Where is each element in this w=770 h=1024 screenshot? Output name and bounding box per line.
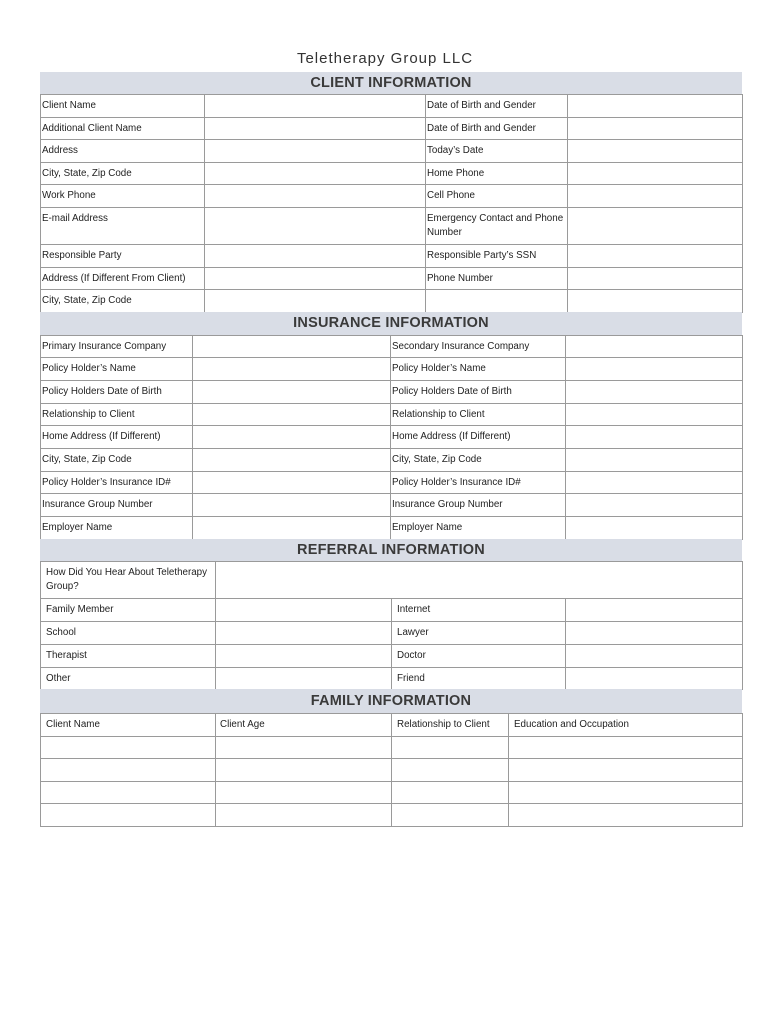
table-row [41,804,743,827]
column-header-client-name: Client Name [41,714,216,737]
work-phone-label: Work Phone [41,185,205,208]
referral-info-header: REFERRAL INFORMATION [40,539,742,561]
referral-info-table [40,561,743,690]
responsible-city-state-zip-field[interactable] [205,290,426,313]
home-address-label: Home Address (If Different) [41,426,193,449]
policy-holder-dob-field[interactable] [193,381,391,404]
additional-client-name-label: Additional Client Name [41,118,205,140]
family-age-cell[interactable] [216,782,392,804]
todays-date-field[interactable] [568,140,743,163]
table-row [41,381,743,404]
referral-question-field[interactable] [216,562,743,599]
family-age-cell[interactable] [216,737,392,759]
table-row [41,208,743,245]
table-row [41,290,743,313]
column-header-client-age: Client Age [216,714,392,737]
table-row [41,118,743,140]
secondary-policy-holder-name-label: Policy Holder’s Name [391,358,566,381]
additional-dob-gender-field[interactable] [568,118,743,140]
lawyer-field[interactable] [566,622,743,645]
responsible-party-field[interactable] [205,245,426,268]
form-title: Teletherapy Group LLC [296,50,474,67]
employer-name-field[interactable] [193,517,391,540]
home-phone-field[interactable] [568,163,743,185]
family-info-table [40,713,743,827]
family-relationship-cell[interactable] [392,804,509,827]
insurance-city-state-zip-label: City, State, Zip Code [41,449,193,472]
lawyer-label: Lawyer [392,622,566,645]
secondary-home-address-label: Home Address (If Different) [391,426,566,449]
school-label: School [41,622,216,645]
therapist-label: Therapist [41,645,216,668]
table-row [41,599,743,622]
address-if-different-field[interactable] [205,268,426,290]
doctor-field[interactable] [566,645,743,668]
friend-field[interactable] [566,668,743,690]
internet-field[interactable] [566,599,743,622]
friend-label: Friend [392,668,566,690]
client-name-field[interactable] [205,95,426,118]
additional-dob-gender-label: Date of Birth and Gender [426,118,568,140]
table-row [41,737,743,759]
table-row [41,562,743,599]
address-field[interactable] [205,140,426,163]
emergency-contact-field[interactable] [568,208,743,245]
column-header-education-occupation: Education and Occupation [509,714,743,737]
dob-gender-label: Date of Birth and Gender [426,95,568,118]
client-info-table [40,94,743,313]
secondary-relationship-field[interactable] [566,404,743,426]
city-state-zip-label: City, State, Zip Code [41,163,205,185]
table-row [41,759,743,782]
family-member-label: Family Member [41,599,216,622]
family-name-cell[interactable] [41,782,216,804]
table-row [41,268,743,290]
table-row [41,645,743,668]
family-info-header: FAMILY INFORMATION [40,689,742,713]
primary-insurance-field[interactable] [193,336,391,358]
phone-number-field[interactable] [568,268,743,290]
email-label: E-mail Address [41,208,205,245]
address-if-different-label: Address (If Different From Client) [41,268,205,290]
secondary-employer-name-label: Employer Name [391,517,566,540]
policy-holder-dob-label: Policy Holders Date of Birth [41,381,193,404]
internet-label: Internet [392,599,566,622]
table-row [41,517,743,540]
city-state-zip-field[interactable] [205,163,426,185]
client-name-label: Client Name [41,95,205,118]
secondary-city-state-zip-label: City, State, Zip Code [391,449,566,472]
secondary-relationship-label: Relationship to Client [391,404,566,426]
table-header-row [41,714,743,737]
policy-holder-name-label: Policy Holder’s Name [41,358,193,381]
secondary-group-number-label: Insurance Group Number [391,494,566,517]
cell-phone-field[interactable] [568,185,743,208]
emergency-contact-label: Emergency Contact and Phone Number [426,208,568,245]
blank-cell[interactable] [568,290,743,313]
secondary-insurance-id-label: Policy Holder’s Insurance ID# [391,472,566,494]
additional-client-name-field[interactable] [205,118,426,140]
address-label: Address [41,140,205,163]
table-row [41,494,743,517]
school-field[interactable] [216,622,392,645]
relationship-field[interactable] [193,404,391,426]
table-row [41,426,743,449]
family-relationship-cell[interactable] [392,782,509,804]
family-education-cell[interactable] [509,737,743,759]
doctor-label: Doctor [392,645,566,668]
client-info-header: CLIENT INFORMATION [40,72,742,94]
table-row [41,358,743,381]
group-number-label: Insurance Group Number [41,494,193,517]
family-education-cell[interactable] [509,804,743,827]
dob-gender-field[interactable] [568,95,743,118]
family-name-cell[interactable] [41,759,216,782]
table-row [41,782,743,804]
table-row [41,404,743,426]
responsible-party-ssn-label: Responsible Party’s SSN [426,245,568,268]
table-row [41,140,743,163]
insurance-id-field[interactable] [193,472,391,494]
phone-number-label: Phone Number [426,268,568,290]
column-header-relationship: Relationship to Client [392,714,509,737]
blank-cell[interactable] [426,290,568,313]
secondary-insurance-field[interactable] [566,336,743,358]
table-row [41,668,743,690]
cell-phone-label: Cell Phone [426,185,568,208]
family-education-cell[interactable] [509,782,743,804]
family-member-field[interactable] [216,599,392,622]
secondary-policy-holder-dob-field[interactable] [566,381,743,404]
primary-insurance-label: Primary Insurance Company [41,336,193,358]
insurance-info-table [40,335,743,540]
family-relationship-cell[interactable] [392,737,509,759]
family-name-cell[interactable] [41,804,216,827]
insurance-info-header: INSURANCE INFORMATION [40,312,742,335]
secondary-insurance-id-field[interactable] [566,472,743,494]
home-phone-label: Home Phone [426,163,568,185]
table-row [41,336,743,358]
family-age-cell[interactable] [216,804,392,827]
family-name-cell[interactable] [41,737,216,759]
responsible-party-ssn-field[interactable] [568,245,743,268]
email-field[interactable] [205,208,426,245]
family-age-cell[interactable] [216,759,392,782]
policy-holder-name-field[interactable] [193,358,391,381]
insurance-city-state-zip-field[interactable] [193,449,391,472]
therapist-field[interactable] [216,645,392,668]
secondary-home-address-field[interactable] [566,426,743,449]
other-label: Other [41,668,216,690]
group-number-field[interactable] [193,494,391,517]
table-row [41,163,743,185]
todays-date-label: Today’s Date [426,140,568,163]
table-row [41,449,743,472]
secondary-group-number-field[interactable] [566,494,743,517]
relationship-label: Relationship to Client [41,404,193,426]
secondary-city-state-zip-field[interactable] [566,449,743,472]
home-address-field[interactable] [193,426,391,449]
table-row [41,95,743,118]
secondary-policy-holder-name-field[interactable] [566,358,743,381]
table-row [41,185,743,208]
secondary-policy-holder-dob-label: Policy Holders Date of Birth [391,381,566,404]
employer-name-label: Employer Name [41,517,193,540]
table-row [41,245,743,268]
table-row [41,622,743,645]
insurance-id-label: Policy Holder’s Insurance ID# [41,472,193,494]
family-relationship-cell[interactable] [392,759,509,782]
other-field[interactable] [216,668,392,690]
responsible-city-state-zip-label: City, State, Zip Code [41,290,205,313]
secondary-insurance-label: Secondary Insurance Company [391,336,566,358]
work-phone-field[interactable] [205,185,426,208]
family-education-cell[interactable] [509,759,743,782]
table-row [41,472,743,494]
secondary-employer-name-field[interactable] [566,517,743,540]
referral-question-label: How Did You Hear About Teletherapy Group? [41,562,216,599]
responsible-party-label: Responsible Party [41,245,205,268]
